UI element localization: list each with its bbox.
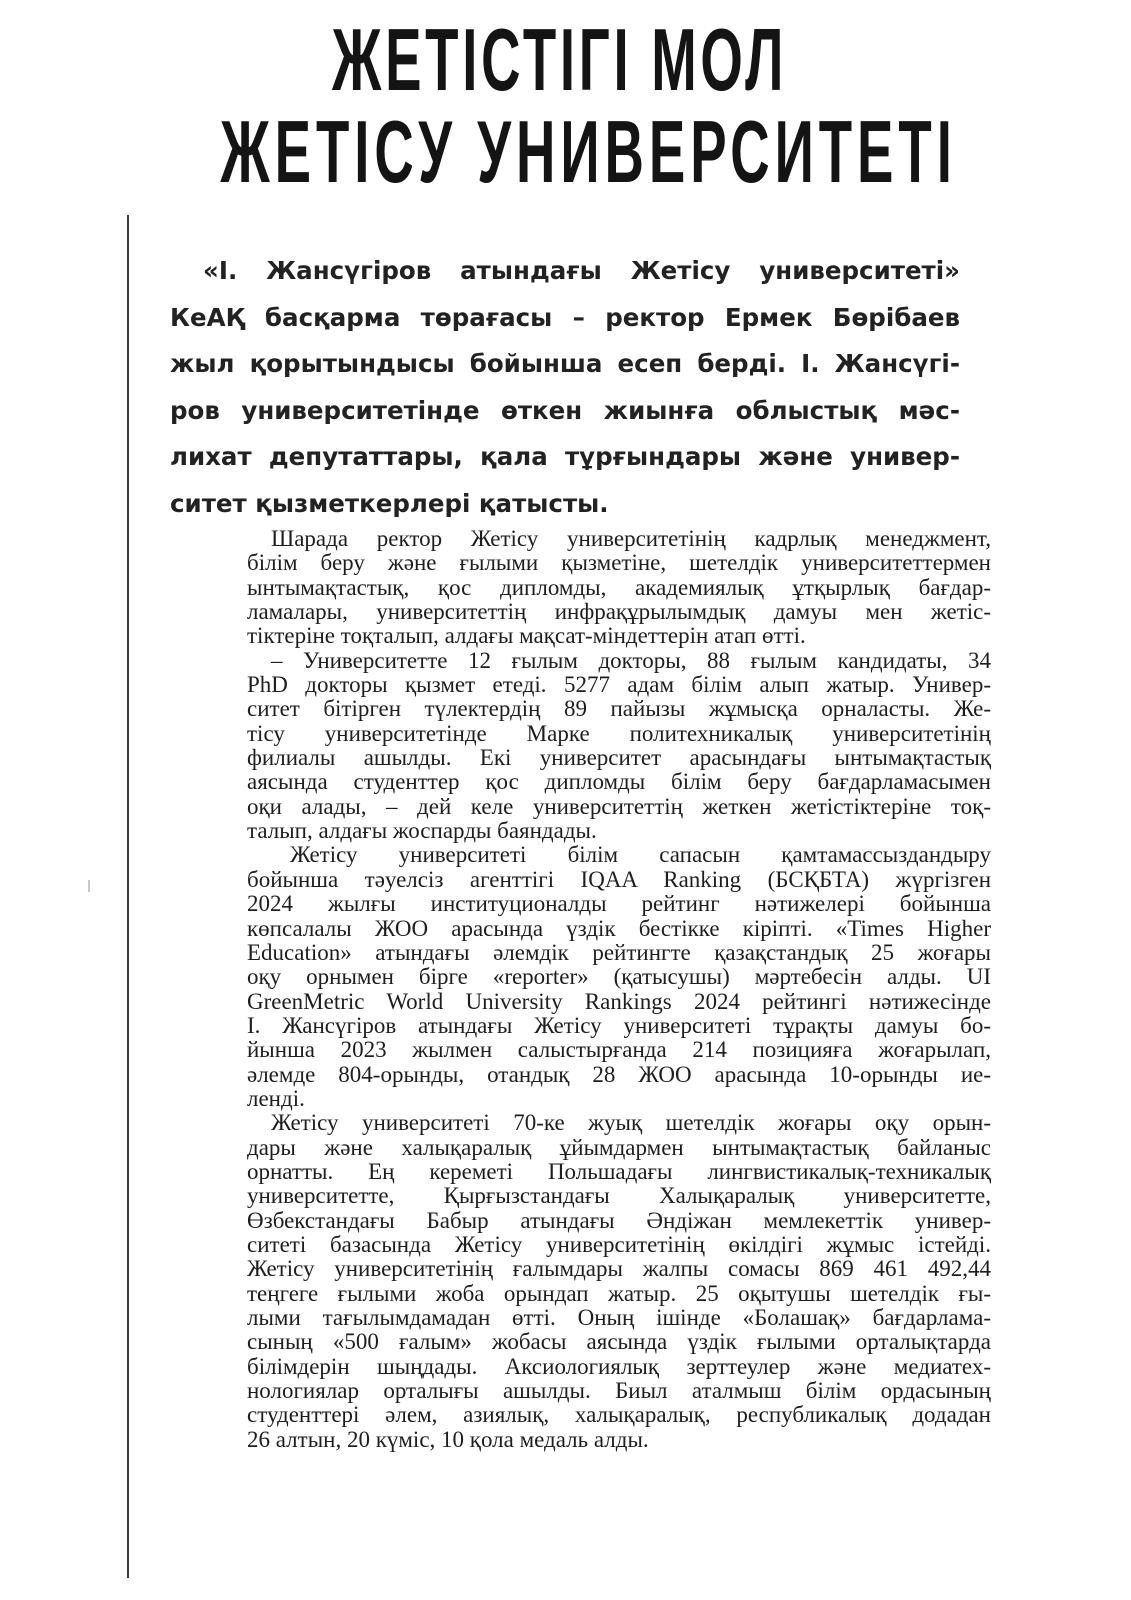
- body-line: университетте, Қырғызстандағы Халықаралық университетте,: [247, 1183, 991, 1209]
- headline-line-2: ЖЕТІСУ УНИВЕРСИТЕТІ: [220, 102, 957, 201]
- headline-line-1: ЖЕТІСТІГІ МОЛ: [332, 10, 788, 109]
- article-body: [247, 527, 991, 1452]
- lead-line: КеАҚ басқарма төрағасы – ректор Ермек Бөрібаев: [170, 302, 960, 332]
- body-line: аясында студенттер қос дипломды білім беру бағдарламасымен: [247, 769, 991, 795]
- body-line: Жетісу университеті білім сапасын қамтамассыздандыру: [290, 842, 991, 868]
- lead-line: ситет қызметкерлері қатысты.: [170, 488, 609, 518]
- lead-line: ров университетінде өткен жиынға облыстық мәс-: [170, 395, 960, 425]
- body-line: 2024 жылғы институционалды рейтинг нәтижелері бойынша: [247, 891, 991, 917]
- scan-speck: [88, 880, 90, 892]
- body-line: талып, алдағы жоспарды баяндады.: [247, 818, 597, 844]
- lead-paragraph: [170, 248, 960, 527]
- body-line: орнатты. Ең кереметі Польшадағы лингвистикалық-техникалық: [247, 1158, 991, 1184]
- body-line: ситет бітірген түлектердің 89 пайызы жұмысқа орналасты. Же-: [247, 696, 991, 722]
- body-line: теңгеге ғылыми жоба орындап жатыр. 25 оқытушы шетелдік ғы-: [247, 1280, 991, 1306]
- body-line: Жетісу университетінің ғалымдары жалпы сомасы 869 461 492,44: [247, 1256, 991, 1282]
- body-line: тіктеріне тоқталып, алдағы мақсат-міндеттерін атап өтті.: [247, 623, 806, 649]
- body-line: GreenMetric World University Rankings 2024 рейтингі нәтижесінде: [247, 988, 991, 1014]
- body-line: ситеті базасында Жетісу университетінің өкілдігі жұмыс істейді.: [247, 1231, 991, 1257]
- lead-line: лихат депутаттары, қала тұрғындары және универ-: [170, 442, 960, 471]
- body-line: білімдерін шыңдады. Аксиологиялық зерттеулер және медиатех-: [247, 1353, 991, 1379]
- body-line: – Университетте 12 ғылым докторы, 88 ғылым кандидаты, 34: [271, 647, 991, 673]
- body-line: Шарада ректор Жетісу университетінің кадрлық менеджмент,: [271, 526, 991, 551]
- body-line: сының «500 ғалым» жобасы аясында үздік ғылыми орталықтарда: [247, 1329, 991, 1355]
- body-line: ынтымақтастық, қос дипломды, академиялық ұтқырлық бағдар-: [247, 574, 991, 600]
- body-line: 26 алтын, 20 күміс, 10 қола медаль алды.: [247, 1426, 649, 1452]
- body-line: дары және халықаралық ұйымдармен ынтымақтастық байланыс: [247, 1134, 991, 1160]
- body-line: лыми тағылымдамадан өтті. Оның ішінде «Болашақ» бағдарлама-: [247, 1305, 991, 1330]
- body-line: нологиялар орталығы ашылды. Биыл аталмыш білім ордасының: [247, 1378, 991, 1404]
- body-line: көпсалалы ЖОО арасында үздік бестікке кіріпті. «Times Higher: [247, 915, 991, 941]
- body-line: филиалы ашылды. Екі университет арасындағы ынтымақтастық: [247, 745, 991, 771]
- body-line: ленді.: [247, 1085, 305, 1111]
- body-line: әлемде 804-орынды, отандық 28 ЖОО арасында 10-орынды ие-: [247, 1061, 991, 1087]
- lead-line: «І. Жансүгіров атындағы Жетісу университеті»: [203, 256, 960, 285]
- body-line: тісу университетінде Марке политехникалық университетінің: [247, 720, 991, 746]
- body-line: бойынша тәуелсіз агенттігі IQAA Ranking (БСҚБТА) жүргізген: [247, 866, 991, 892]
- body-line: І. Жансүгіров атындағы Жетісу университеті тұрақты дамуы бо-: [247, 1012, 991, 1038]
- body-line: Өзбекстандағы Бабыр атындағы Әндіжан мемлекеттік универ-: [247, 1207, 991, 1233]
- body-line: студенттері әлем, азиялық, халықаралық, республикалық додадан: [247, 1402, 991, 1428]
- body-line: PhD докторы қызмет етеді. 5277 адам білім алып жатыр. Универ-: [247, 672, 991, 698]
- body-line: оқу орнымен бірге «reporter» (қатысушы) мәртебесін алды. UI: [247, 964, 991, 990]
- body-line: Жетісу университеті 70-ке жуық шетелдік жоғары оқу орын-: [271, 1110, 991, 1136]
- body-line: йынша 2023 жылмен салыстырғанда 214 позицияға жоғарылап,: [247, 1037, 991, 1063]
- body-line: білім беру және ғылыми қызметіне, шетелдік университеттермен: [247, 550, 991, 576]
- lead-line: жыл қорытындысы бойынша есеп берді. І. Жансүгі-: [170, 349, 960, 378]
- body-line: ламалары, университеттің инфрақұрылымдық дамуы мен жетіс-: [247, 599, 991, 625]
- body-line: Education» атындағы әлемдік рейтингте қазақстандық 25 жоғары: [247, 939, 991, 965]
- body-line: оқи алады, – дей келе университеттің жеткен жетістіктеріне тоқ-: [247, 793, 991, 819]
- column-rule: [127, 215, 129, 1578]
